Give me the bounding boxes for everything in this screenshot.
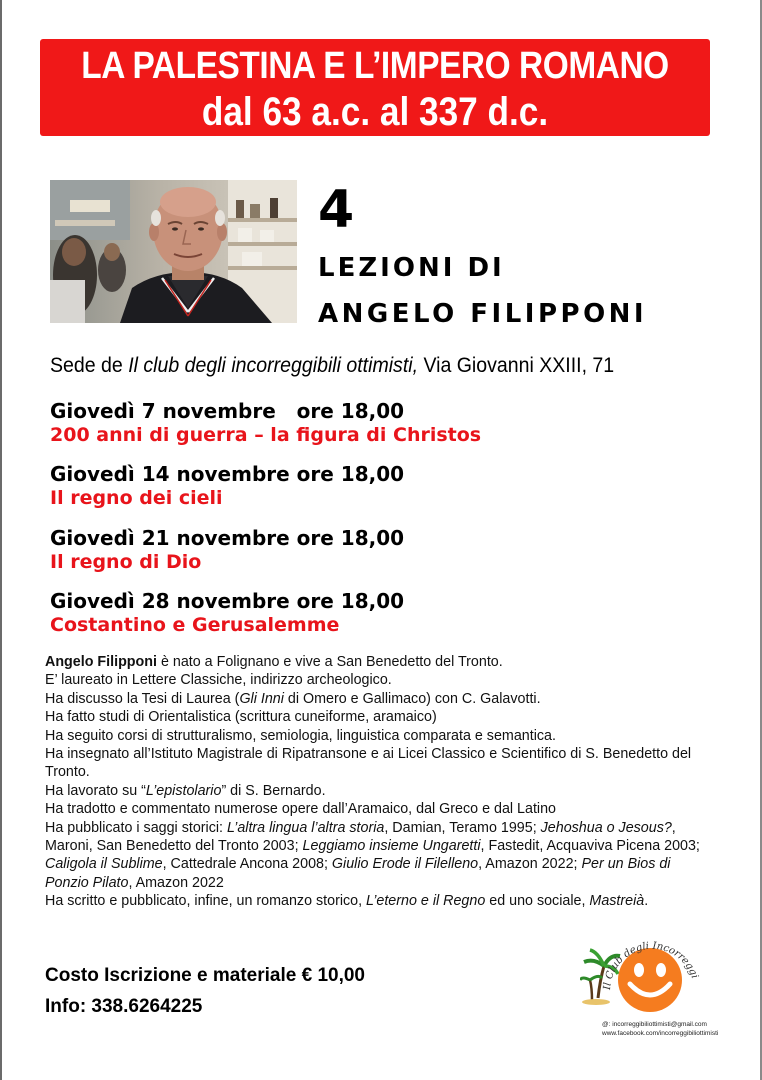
bio-line [45,892,715,910]
bio-line [45,782,715,800]
bio-text: Ha discusso la Tesi di Laurea ( [45,690,240,707]
heading-line2: ANGELO FILIPPONI [318,299,648,329]
bio-title: L’altra lingua l’altra storia [226,819,385,836]
bio-title: Per un Bios di Ponzio Pilato [45,856,671,891]
bio-text: . [644,893,649,910]
bio-text: ed uno sociale, [485,893,590,910]
bio-line: Ha fatto studi di Orientalistica (scrittura cuneiforme, aramaico) [45,709,437,726]
bio-title: L’epistolario [145,782,222,799]
lesson-4-topic: Costantino e Gerusalemme [50,614,340,636]
club-logo [580,920,720,1020]
contact-email[interactable]: @: incorreggibiliottimisti@gmail.com [602,1021,707,1028]
bio-text: Ha lavorato su “ [45,782,146,799]
speaker-biography [45,653,715,911]
bio-text: , Fastedit, Acquaviva Picena 2003; [480,838,700,855]
banner-title-line1: LA PALESTINA E L’IMPERO ROMANO [81,45,669,87]
info-phone: Info: 338.6264225 [45,996,203,1017]
lesson-3-topic: Il regno di Dio [50,551,202,573]
bio-title: Mastreià [589,893,645,910]
bio-text: , Amazon 2022 [128,874,224,891]
logo-arc-text: Il Club degli Incorreggi [601,940,700,991]
bio-line [45,819,715,893]
bio-text: , Damian, Teramo 1995; [384,819,541,836]
venue-prefix: Sede de [50,354,129,377]
bio-text: Ha pubblicato i saggi storici: [45,819,227,836]
bio-text: Ha scritto e pubblicato, infine, un romanzo storico, [45,893,367,910]
speaker-photo [50,180,297,323]
bio-title: Caligola il Sublime [45,856,163,873]
lesson-4-date: Giovedì 28 novembre ore 18,00 [50,589,405,613]
title-banner [40,39,710,136]
bio-title: Jehoshua o Jesous? [540,819,672,836]
bio-text: è nato a Folignano e vive a San Benedetto del Tronto. [156,654,503,670]
venue-line [50,352,614,380]
bio-text: , Amazon 2022; [478,856,582,873]
bio-name: Angelo Filipponi [45,654,157,670]
bio-line: Ha seguito corsi di strutturalismo, semiologia, linguistica comparata e semantica. [45,727,556,744]
banner-title-line2: dal 63 a.c. al 337 d.c. [201,90,549,134]
bio-line [45,653,715,671]
bio-text: di Omero e Gallimaco) con C. Galavotti. [283,690,541,707]
facebook-link[interactable]: www.facebook.com/incorreggibiliottimisti [602,1030,719,1037]
bio-text: , Maroni, San Benedetto del Tronto 2003; [45,819,676,855]
heading-line1: LEZIONI DI [318,253,505,283]
lesson-count: 4 [318,180,355,240]
venue-club-name: Il club degli incorreggibili ottimisti, [128,354,419,377]
bio-title: L’eterno e il Regno [366,893,486,910]
bio-line: Ha insegnato all’Istituto Magistrale di Ripatransone e ai Licei Classico e Scientifico di S. Benedetto del Tronto. [45,746,692,781]
bio-text: , Cattedrale Ancona 2008; [162,856,332,873]
lesson-3-date: Giovedì 21 novembre ore 18,00 [50,526,405,550]
bio-line: Ha tradotto e commentato numerose opere dall’Aramaico, dal Greco e dal Latino [45,801,556,818]
bio-title: Leggiamo insieme Ungaretti [302,838,481,855]
lesson-1-topic: 200 anni di guerra – la figura di Christos [50,424,482,446]
page-border-left [0,0,2,1080]
lesson-2-topic: Il regno dei cieli [50,487,223,509]
bio-line [45,690,715,708]
bio-line: E’ laureato in Lettere Classiche, indirizzo archeologico. [45,672,392,689]
bio-title: Giulio Erode il Filelleno [331,856,479,873]
bio-title: Gli Inni [239,690,284,707]
bio-text: ” di S. Bernardo. [221,782,326,799]
venue-address: Via Giovanni XXIII, 71 [418,354,615,377]
lesson-1-date: Giovedì 7 novembre ore 18,00 [50,399,405,423]
course-fee: Costo Iscrizione e materiale € 10,00 [45,965,365,986]
lesson-2-date: Giovedì 14 novembre ore 18,00 [50,462,405,486]
